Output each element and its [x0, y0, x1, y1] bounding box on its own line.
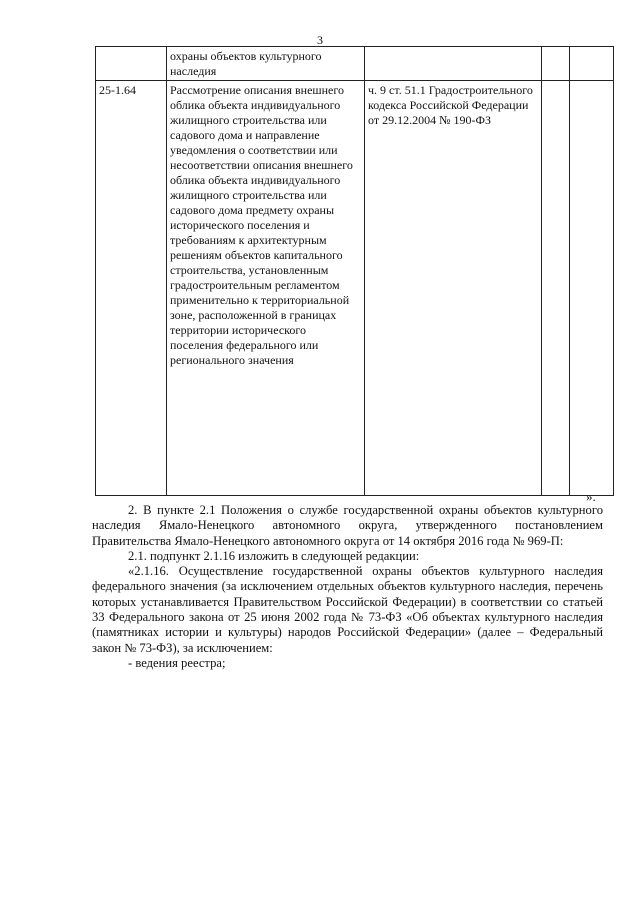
document-body — [92, 503, 603, 671]
cell-number — [96, 47, 167, 81]
paragraph-list-item: - ведения реестра; — [128, 655, 226, 670]
paragraph-point-2: 2. В пункте 2.1 Положения о службе государственной охраны объектов культурного наследия Ямало-Ненецкого автономного округа, утвержденного постановлением Правительства Ямало-Ненецкого автономного округа от 14 октября 2016 года № 969-П: — [92, 503, 603, 548]
cell-number: 25-1.64 — [96, 81, 167, 496]
cell-service-name: охраны объектов культурного наследия — [167, 47, 365, 81]
table-row-continuation — [96, 47, 614, 81]
paragraph-subpoint-2-1-16: «2.1.16. Осуществление государственной охраны объектов культурного наследия федерального значения (за исключением отдельных объектов культурного наследия, перечень которых устанавливается Правительством Российской Федерации) в соответствии со статьей 33 Федерального закона от 25 июня 2002 года № 73-ФЗ «Об объектах культурного наследия (памятниках истории и культуры) народов Российской Федерации» (далее – Федеральный закон № 73-ФЗ), за исключением: — [92, 564, 603, 655]
cell-col5 — [570, 47, 614, 81]
cell-service-name: Рассмотрение описания внешнего облика объекта индивидуального жилищного строительства или садового дома и направление уведомления о соответствии или несоответствии описания внешнего облика объекта индивидуального жилищного строительства или садового дома предмету охраны исторического поселения и требованиям к архитектурным решениям объектов капитального строительства, установленным градостроительным регламентом применительно к территориальной зоне, расположенной в границах территории исторического поселения федерального или регионального значения — [167, 81, 365, 496]
paragraph-point-2-1: 2.1. подпункт 2.1.16 изложить в следующей редакции: — [128, 548, 420, 563]
cell-legal-basis: ч. 9 ст. 51.1 Градостроительного кодекса Российской Федерации от 29.12.2004 № 190-ФЗ — [365, 81, 542, 496]
cell-col4 — [542, 47, 570, 81]
services-table — [95, 46, 614, 496]
cell-col4 — [542, 81, 570, 496]
closing-quote: ». — [586, 489, 596, 504]
cell-legal-basis — [365, 47, 542, 81]
table-row — [96, 81, 614, 496]
cell-col5 — [570, 81, 614, 496]
page-number: 3 — [317, 33, 323, 47]
